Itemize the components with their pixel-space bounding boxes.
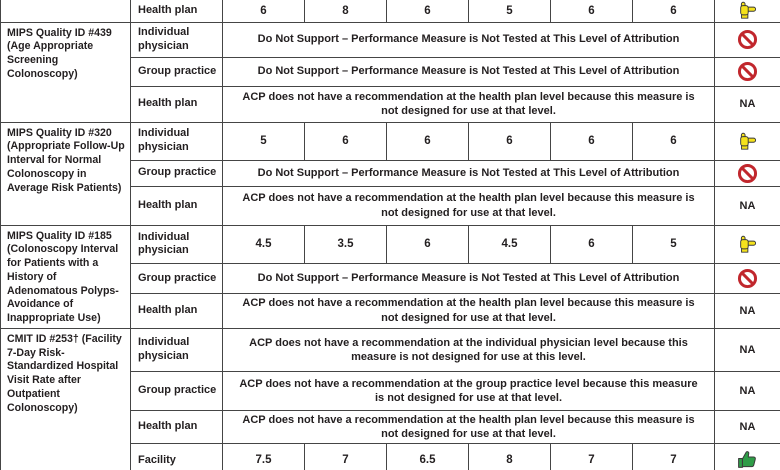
score-cell: 5 xyxy=(223,122,305,160)
attribution-level: Individual physician xyxy=(131,122,223,160)
neutral-hand-icon xyxy=(736,0,759,21)
score-cell: 7 xyxy=(551,444,633,470)
measure-label: MIPS Quality ID #439 (Age Appropriate Screening Colonoscopy) xyxy=(1,22,131,122)
score-cell: 8 xyxy=(305,0,387,22)
attribution-level: Health plan xyxy=(131,86,223,122)
attribution-level: Group practice xyxy=(131,371,223,410)
attribution-level: Group practice xyxy=(131,160,223,186)
score-cell: 4.5 xyxy=(469,225,551,264)
recommendation-text: ACP does not have a recommendation at the health plan level because this measure is not designed for use at that level. xyxy=(223,293,715,328)
score-cell: 7 xyxy=(633,444,715,470)
na-label: NA xyxy=(715,410,780,444)
no-symbol-icon xyxy=(737,61,758,82)
table-row xyxy=(1,225,780,264)
rating-icon-cell xyxy=(715,444,780,470)
score-cell: 5 xyxy=(633,225,715,264)
na-label: NA xyxy=(715,371,780,410)
no-symbol-icon xyxy=(737,163,758,184)
score-cell: 7 xyxy=(305,444,387,470)
na-label: NA xyxy=(715,328,780,371)
score-cell: 6 xyxy=(223,0,305,22)
measure-label: MIPS Quality ID #320 (Appropriate Follow-Up Interval for Normal Colonoscopy in Average Risk Patients) xyxy=(1,122,131,225)
recommendation-text: Do Not Support – Performance Measure is Not Tested at This Level of Attribution xyxy=(223,264,715,293)
recommendation-text: ACP does not have a recommendation at the individual physician level because this measure is not designed for use at this level. xyxy=(223,328,715,371)
attribution-level: Group practice xyxy=(131,264,223,293)
attribution-level: Health plan xyxy=(131,186,223,225)
na-label: NA xyxy=(715,86,780,122)
rating-icon-cell xyxy=(715,22,780,57)
table-row xyxy=(1,22,780,57)
attribution-level: Health plan xyxy=(131,410,223,444)
score-cell: 6 xyxy=(387,225,469,264)
score-cell: 6 xyxy=(305,122,387,160)
table-row xyxy=(1,0,780,22)
attribution-level: Individual physician xyxy=(131,328,223,371)
no-symbol-icon xyxy=(737,29,758,50)
recommendation-text: Do Not Support – Performance Measure is Not Tested at This Level of Attribution xyxy=(223,57,715,86)
rating-icon-cell xyxy=(715,0,780,22)
measure-label-empty xyxy=(1,0,131,22)
score-cell: 6 xyxy=(551,0,633,22)
recommendation-text: ACP does not have a recommendation at the health plan level because this measure is not designed for use at that level. xyxy=(223,410,715,444)
attribution-level: Health plan xyxy=(131,293,223,328)
measure-label: CMIT ID #253† (Facility 7-Day Risk-Standardized Hospital Visit Rate after Outpatient Colonoscopy) xyxy=(1,328,131,470)
rating-icon-cell xyxy=(715,264,780,293)
recommendation-text: Do Not Support – Performance Measure is Not Tested at This Level of Attribution xyxy=(223,160,715,186)
score-cell: 6 xyxy=(551,225,633,264)
score-cell: 6 xyxy=(387,0,469,22)
table-row xyxy=(1,122,780,160)
neutral-hand-icon xyxy=(736,131,759,152)
measure-label: MIPS Quality ID #185 (Colonoscopy Interval for Patients with a History of Adenomatous Polyps-Avoidance of Inappropriate Use) xyxy=(1,225,131,328)
attribution-level: Group practice xyxy=(131,57,223,86)
score-cell: 6 xyxy=(387,122,469,160)
recommendation-text: Do Not Support – Performance Measure is Not Tested at This Level of Attribution xyxy=(223,22,715,57)
score-cell: 5 xyxy=(469,0,551,22)
rating-icon-cell xyxy=(715,160,780,186)
score-cell: 6.5 xyxy=(387,444,469,470)
recommendation-text: ACP does not have a recommendation at the health plan level because this measure is not designed for use at that level. xyxy=(223,186,715,225)
score-cell: 6 xyxy=(469,122,551,160)
attribution-level: Health plan xyxy=(131,0,223,22)
rating-icon-cell xyxy=(715,57,780,86)
rating-icon-cell xyxy=(715,122,780,160)
score-cell: 7.5 xyxy=(223,444,305,470)
score-cell: 6 xyxy=(551,122,633,160)
na-label: NA xyxy=(715,293,780,328)
thumbs-up-icon xyxy=(736,449,759,470)
score-cell: 3.5 xyxy=(305,225,387,264)
attribution-level: Individual physician xyxy=(131,225,223,264)
score-cell: 6 xyxy=(633,0,715,22)
recommendation-text: ACP does not have a recommendation at the group practice level because this measure is not designed for use at that level. xyxy=(223,371,715,410)
neutral-hand-icon xyxy=(736,234,759,255)
attribution-level: Individual physician xyxy=(131,22,223,57)
table-row xyxy=(1,328,780,371)
rating-icon-cell xyxy=(715,225,780,264)
score-cell: 6 xyxy=(633,122,715,160)
attribution-level: Facility xyxy=(131,444,223,470)
no-symbol-icon xyxy=(737,268,758,289)
score-cell: 8 xyxy=(469,444,551,470)
na-label: NA xyxy=(715,186,780,225)
score-cell: 4.5 xyxy=(223,225,305,264)
recommendation-text: ACP does not have a recommendation at the health plan level because this measure is not designed for use at that level. xyxy=(223,86,715,122)
